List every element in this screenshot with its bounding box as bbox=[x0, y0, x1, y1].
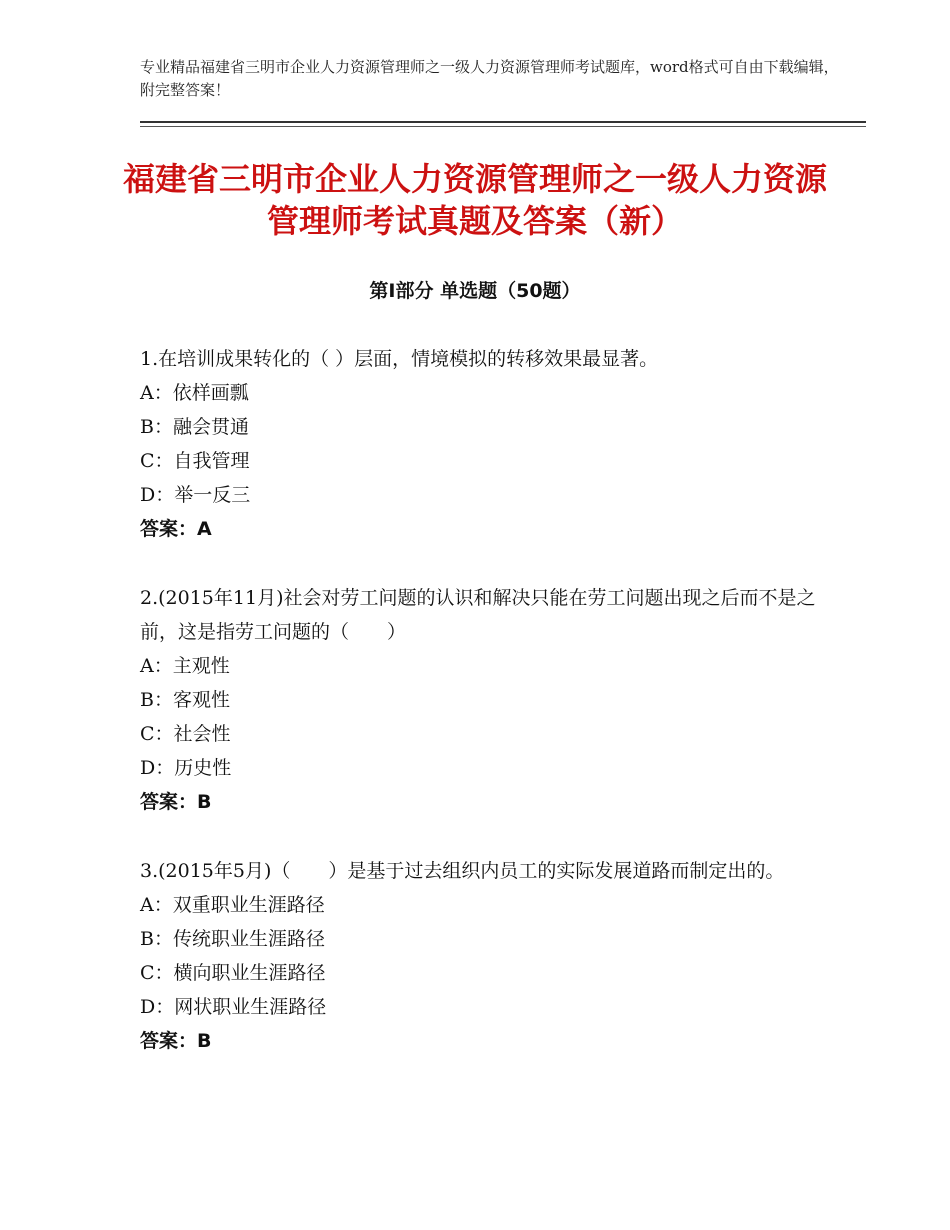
header-rule-thin bbox=[140, 126, 866, 127]
question-stem: 2.(2015年11月)社会对劳工问题的认识和解决只能在劳工问题出现之后而不是之前，这是指劳工问题的（ ） bbox=[140, 587, 816, 643]
section-heading: 第Ⅰ部分 单选题（50题） bbox=[369, 280, 581, 302]
option-a: A：双重职业生涯路径 bbox=[140, 894, 325, 916]
question-stem: 3.(2015年5月)（ ）是基于过去组织内员工的实际发展道路而制定出的。 bbox=[140, 860, 785, 882]
question-stem: 1.在培训成果转化的（ ）层面，情境模拟的转移效果最显著。 bbox=[140, 348, 659, 370]
question-3 bbox=[140, 854, 820, 1058]
option-d: D：历史性 bbox=[140, 757, 232, 779]
option-c: C：自我管理 bbox=[140, 450, 250, 472]
option-b: B：融会贯通 bbox=[140, 416, 249, 438]
option-c: C：横向职业生涯路径 bbox=[140, 962, 326, 984]
document-title: 福建省三明市企业人力资源管理师之一级人力资源管理师考试真题及答案（新） bbox=[122, 160, 827, 240]
question-2 bbox=[140, 581, 820, 819]
option-a: A：主观性 bbox=[140, 655, 230, 677]
answer: 答案：B bbox=[140, 791, 212, 813]
question-1 bbox=[140, 342, 820, 546]
option-b: B：客观性 bbox=[140, 689, 230, 711]
option-c: C：社会性 bbox=[140, 723, 231, 745]
option-d: D：网状职业生涯路径 bbox=[140, 996, 327, 1018]
option-d: D：举一反三 bbox=[140, 484, 251, 506]
header-rule-thick bbox=[140, 121, 866, 123]
answer: 答案：A bbox=[140, 518, 212, 540]
option-a: A：依样画瓢 bbox=[140, 382, 249, 404]
answer: 答案：B bbox=[140, 1030, 212, 1052]
header-note: 专业精品福建省三明市企业人力资源管理师之一级人力资源管理师考试题库，word格式可自由下载编辑，附完整答案！ bbox=[140, 58, 839, 99]
option-b: B：传统职业生涯路径 bbox=[140, 928, 325, 950]
